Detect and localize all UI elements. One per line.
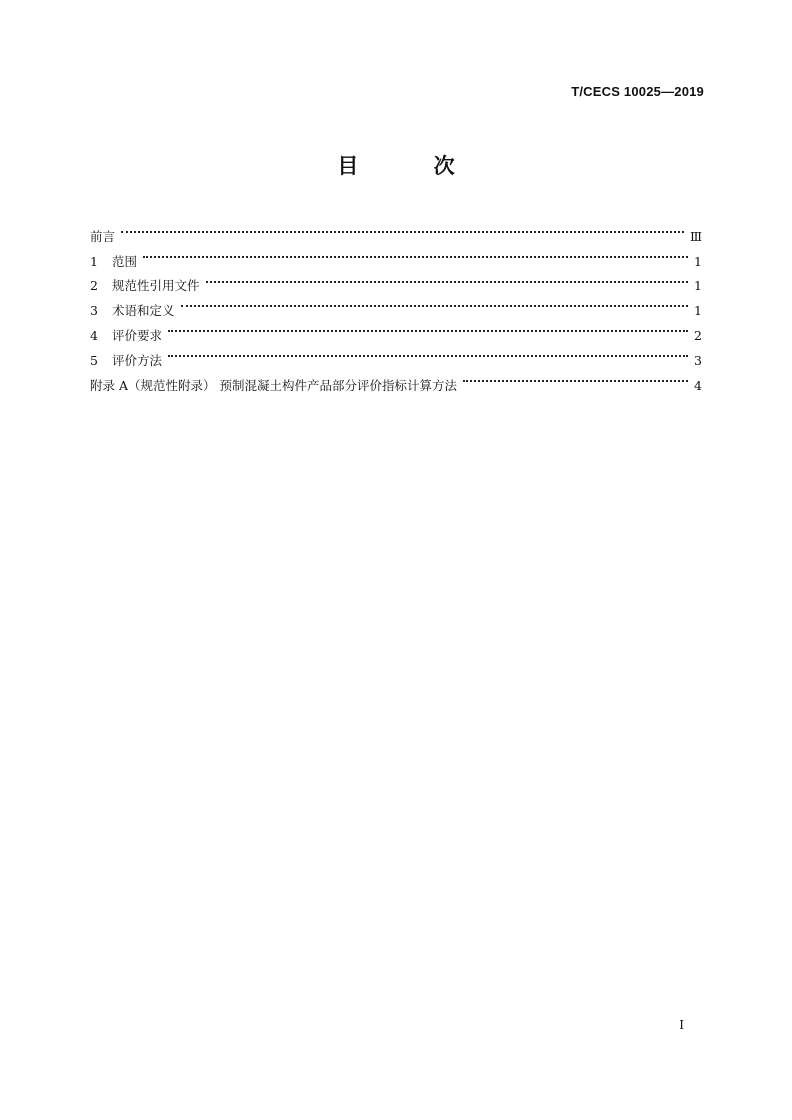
table-of-contents [90,216,702,393]
toc-entry-label: 术语和定义 [112,303,175,319]
dot-leader [143,241,688,266]
toc-entry-scope[interactable] [90,241,702,269]
toc-entry-number: 4 [90,327,98,343]
toc-entry-terms-definitions[interactable] [90,290,702,319]
dot-leader [168,315,688,340]
toc-entry-foreword[interactable] [90,216,702,244]
toc-entry-page: 4 [694,377,702,393]
dot-leader [463,365,688,390]
toc-entry-page: 1 [694,303,702,319]
toc-entry-appendix-a[interactable] [90,365,702,393]
toc-entry-number: 1 [90,253,98,269]
toc-entry-label: 规范性引用文件 [112,278,200,294]
dot-leader [168,340,688,365]
dot-leader [121,216,684,241]
toc-entry-label: 评价要求 [112,327,163,343]
toc-entry-page: 1 [694,278,702,294]
toc-entry-evaluation-requirements[interactable] [90,315,702,343]
toc-title: 目 次 [337,154,489,178]
page-number: I [679,1018,684,1032]
toc-entry-label: 前言 [90,228,116,244]
toc-entry-label: 评价方法 [112,352,163,368]
toc-entry-page: 3 [694,352,702,368]
dot-leader [206,266,688,291]
toc-entry-evaluation-methods[interactable] [90,340,702,368]
toc-entry-page: Ⅲ [689,228,702,244]
toc-entry-number: 3 [90,303,98,319]
toc-entry-page: 1 [694,253,702,269]
toc-entry-number: 2 [90,278,98,294]
toc-entry-number: 5 [90,352,98,368]
toc-entry-normative-references[interactable] [90,266,702,294]
toc-entry-label: 范围 [112,253,138,269]
standard-code: T/CECS 10025—2019 [571,84,704,99]
dot-leader [181,290,688,315]
toc-entry-page: 2 [694,327,702,343]
toc-entry-label: 附录 A（规范性附录） 预制混凝土构件产品部分评价指标计算方法 [90,377,457,393]
